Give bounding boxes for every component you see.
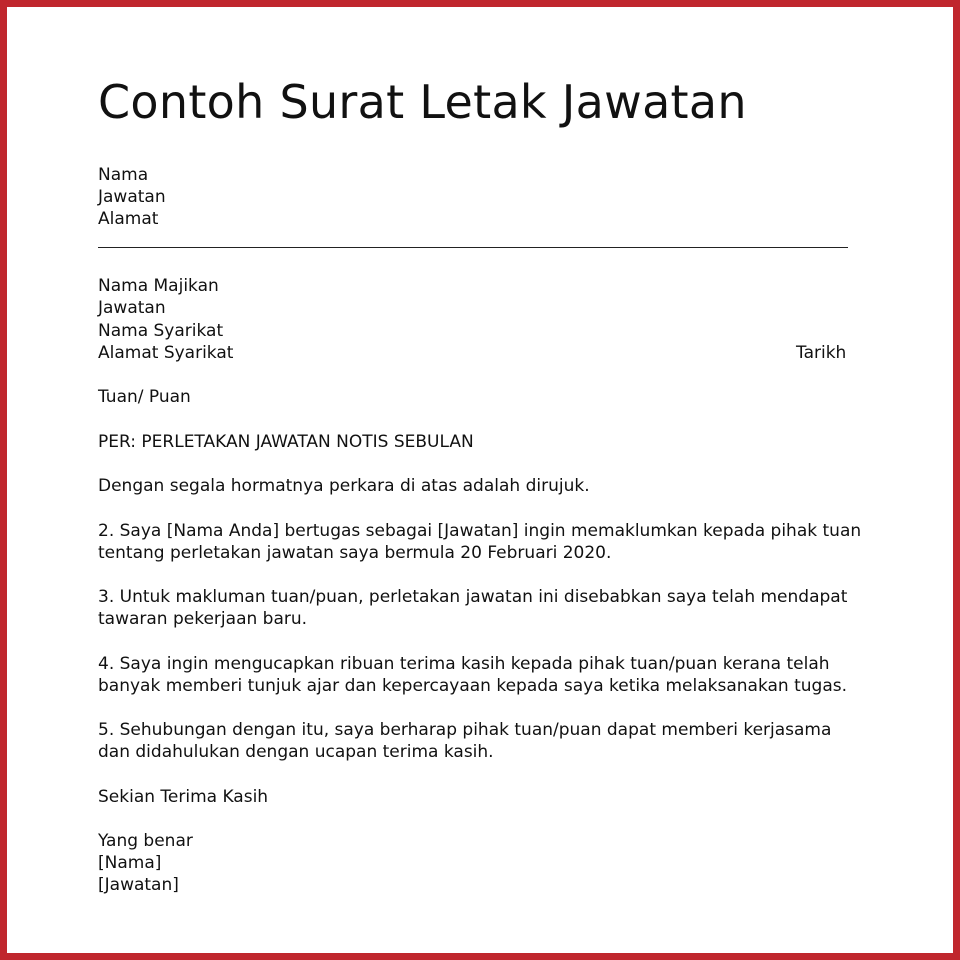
sender-address: Alamat — [98, 209, 159, 229]
paragraph-2-line-1: 2. Saya [Nama Anda] bertugas sebagai [Jawatan] ingin memaklumkan kepada pihak tuan — [98, 521, 862, 541]
closing-line: Sekian Terima Kasih — [98, 787, 269, 807]
date-label: Tarikh — [796, 343, 847, 363]
paragraph-4-line-1: 4. Saya ingin mengucapkan ribuan terima kasih kepada pihak tuan/puan kerana telah — [98, 654, 830, 674]
paragraph-2-line-2: tentang perletakan jawatan saya bermula 20 Februari 2020. — [98, 543, 612, 563]
opening-paragraph: Dengan segala hormatnya perkara di atas adalah dirujuk. — [98, 476, 590, 496]
paragraph-4-line-2: banyak memberi tunjuk ajar dan kepercayaan kepada saya ketika melaksanakan tugas. — [98, 676, 848, 696]
signoff-position: [Jawatan] — [98, 875, 179, 895]
recipient-company-address: Alamat Syarikat — [98, 343, 234, 363]
recipient-company: Nama Syarikat — [98, 321, 224, 341]
paragraph-3-line-2: tawaran pekerjaan baru. — [98, 609, 308, 629]
salutation: Tuan/ Puan — [98, 387, 191, 407]
paragraph-5-line-1: 5. Sehubungan dengan itu, saya berharap pihak tuan/puan dapat memberi kerjasama — [98, 720, 832, 740]
page-title: Contoh Surat Letak Jawatan — [98, 75, 747, 129]
signoff-name: [Nama] — [98, 853, 162, 873]
sender-position: Jawatan — [98, 187, 166, 207]
subject-line: PER: PERLETAKAN JAWATAN NOTIS SEBULAN — [98, 432, 474, 452]
sender-name: Nama — [98, 165, 149, 185]
paragraph-3-line-1: 3. Untuk makluman tuan/puan, perletakan jawatan ini disebabkan saya telah mendapat — [98, 587, 848, 607]
recipient-employer: Nama Majikan — [98, 276, 219, 296]
paragraph-5-line-2: dan didahulukan dengan ucapan terima kasih. — [98, 742, 494, 762]
signoff-line: Yang benar — [98, 831, 193, 851]
divider-line — [98, 247, 848, 248]
recipient-position: Jawatan — [98, 298, 166, 318]
